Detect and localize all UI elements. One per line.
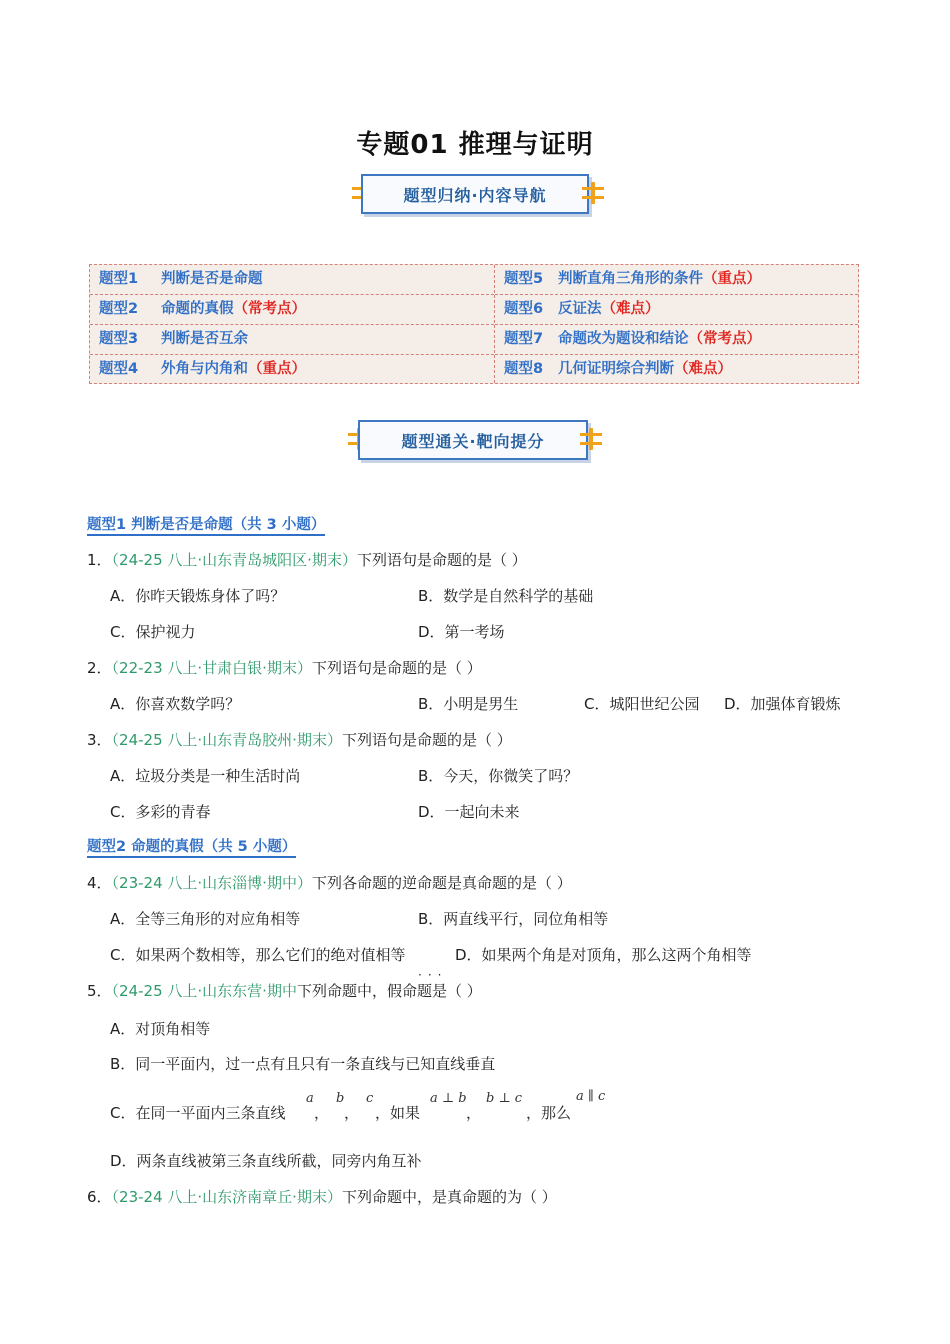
question-6	[87, 1187, 557, 1207]
toc-item-3[interactable]	[90, 325, 494, 355]
toc-item-text: 判断直角三角形的条件	[558, 271, 703, 287]
toc-item-8[interactable]	[495, 355, 858, 385]
question-number: 6．	[87, 1188, 112, 1206]
toc-item-tag: （难点）	[601, 301, 660, 317]
toc-item-num: 题型6	[504, 301, 544, 317]
banner-content-nav: 题型归纳·内容导航	[361, 174, 589, 214]
question-number: 1．	[87, 551, 112, 569]
toc-item-text: 命题改为题设和结论	[558, 331, 689, 347]
sep: ，	[466, 1104, 482, 1122]
toc-item-num: 题型1	[99, 271, 139, 287]
var-b: b	[336, 1091, 345, 1106]
toc-item-7[interactable]	[495, 325, 858, 355]
q2-option-d: D．加强体育锻炼	[724, 695, 841, 713]
banner-right-ornament-icon	[582, 187, 604, 199]
q5-option-b: B．同一平面内，过一点有且只有一条直线与已知直线垂直	[110, 1055, 496, 1073]
question-source: （24-25 八上·山东东营·期中	[111, 982, 297, 1000]
condition-1: a ⊥ b	[430, 1091, 467, 1106]
question-stem: 下列语句是命题的是（ ）	[341, 731, 512, 749]
sep: ，	[314, 1104, 330, 1122]
toc-item-num: 题型4	[99, 361, 139, 377]
q3-option-a: A．垃圾分类是一种生活时尚	[110, 767, 301, 785]
section-heading-1: 题型1 判断是否是命题（共 3 小题）	[87, 516, 325, 536]
q1-option-a: A．你昨天锻炼身体了吗？	[110, 587, 286, 605]
question-number: 5．	[87, 982, 112, 1000]
q3-option-c: C．多彩的青春	[110, 803, 211, 821]
condition-2: b ⊥ c	[486, 1091, 523, 1106]
toc-item-5[interactable]	[495, 265, 858, 295]
toc-item-num: 题型8	[504, 361, 544, 377]
toc-item-text: 几何证明综合判断	[558, 361, 674, 377]
q5-option-d: D．两条直线被第三条直线所截，同旁内角互补	[110, 1152, 422, 1170]
q1-option-b: B．数学是自然科学的基础	[418, 587, 594, 605]
toc-item-num: 题型2	[99, 301, 139, 317]
question-1	[87, 550, 527, 570]
question-number: 4．	[87, 874, 112, 892]
q4-option-d: D．如果两个角是对顶角，那么这两个角相等	[455, 946, 752, 964]
toc-item-1[interactable]	[90, 265, 494, 295]
question-4	[87, 873, 572, 893]
q1-option-d: D．第一考场	[418, 623, 505, 641]
if-text: ，如果	[375, 1104, 421, 1122]
toc-table	[89, 264, 859, 384]
question-source: （24-25 八上·山东青岛城阳区·期末）	[111, 551, 357, 569]
q4-option-b: B．两直线平行，同位角相等	[418, 910, 609, 928]
conclusion: a ∥ c	[576, 1089, 606, 1104]
then-text: ，那么	[526, 1104, 572, 1122]
sep: ，	[344, 1104, 360, 1122]
question-source: （24-25 八上·山东青岛胶州·期末）	[111, 731, 342, 749]
toc-item-text: 命题的真假	[161, 301, 234, 317]
banner-practice: 题型通关·靶向提分	[358, 420, 588, 460]
toc-item-text: 反证法	[558, 301, 602, 317]
question-stem: 下列命题中，是真命题的为（ ）	[341, 1188, 557, 1206]
banner-right-ornament-icon	[580, 433, 602, 445]
toc-item-tag: （重点）	[248, 361, 306, 377]
question-stem: 下列命题中，假命题是（ ）	[296, 982, 482, 1000]
q4-option-a: A．全等三角形的对应角相等	[110, 910, 301, 928]
toc-item-2[interactable]	[90, 295, 494, 325]
emphasis-dots: ···	[418, 968, 448, 982]
toc-item-tag: （难点）	[674, 361, 732, 377]
q4-option-c: C．如果两个数相等，那么它们的绝对值相等	[110, 946, 406, 964]
q2-option-a: A．你喜欢数学吗？	[110, 695, 241, 713]
toc-item-tag: （常考点）	[233, 301, 306, 317]
question-3	[87, 730, 512, 750]
question-stem: 下列各命题的逆命题是真命题的是（ ）	[311, 874, 572, 892]
q3-option-d: D．一起向未来	[418, 803, 520, 821]
question-5	[87, 981, 482, 1001]
toc-item-text: 判断是否互余	[161, 331, 248, 347]
toc-item-tag: （重点）	[703, 271, 761, 287]
question-2	[87, 658, 482, 678]
var-a: a	[306, 1091, 314, 1106]
toc-item-num: 题型5	[504, 271, 544, 287]
q2-option-c: C．城阳世纪公园	[584, 695, 700, 713]
question-number: 3．	[87, 731, 112, 749]
q3-option-b: B．今天，你微笑了吗？	[418, 767, 579, 785]
toc-item-num: 题型3	[99, 331, 139, 347]
question-stem: 下列语句是命题的是（ ）	[356, 551, 527, 569]
q1-option-c: C．保护视力	[110, 623, 196, 641]
question-number: 2．	[87, 659, 112, 677]
question-source: （22-23 八上·甘肃白银·期末）	[111, 659, 312, 677]
var-c: c	[366, 1091, 374, 1106]
q2-option-b: B．小明是男生	[418, 695, 519, 713]
page-title: 专题01 推理与证明	[356, 130, 594, 160]
question-source: （23-24 八上·山东淄博·期中）	[111, 874, 312, 892]
q5-option-c: C．在同一平面内三条直线	[110, 1104, 286, 1122]
q5-option-a: A．对顶角相等	[110, 1020, 211, 1038]
toc-item-4[interactable]	[90, 355, 494, 385]
question-stem: 下列语句是命题的是（ ）	[311, 659, 482, 677]
toc-item-num: 题型7	[504, 331, 544, 347]
question-source: （23-24 八上·山东济南章丘·期末）	[111, 1188, 342, 1206]
toc-item-text: 判断是否是命题	[161, 271, 263, 287]
toc-item-6[interactable]	[495, 295, 858, 325]
toc-item-tag: （常考点）	[688, 331, 761, 347]
toc-item-text: 外角与内角和	[161, 361, 248, 377]
section-heading-2: 题型2 命题的真假（共 5 小题）	[87, 838, 296, 858]
